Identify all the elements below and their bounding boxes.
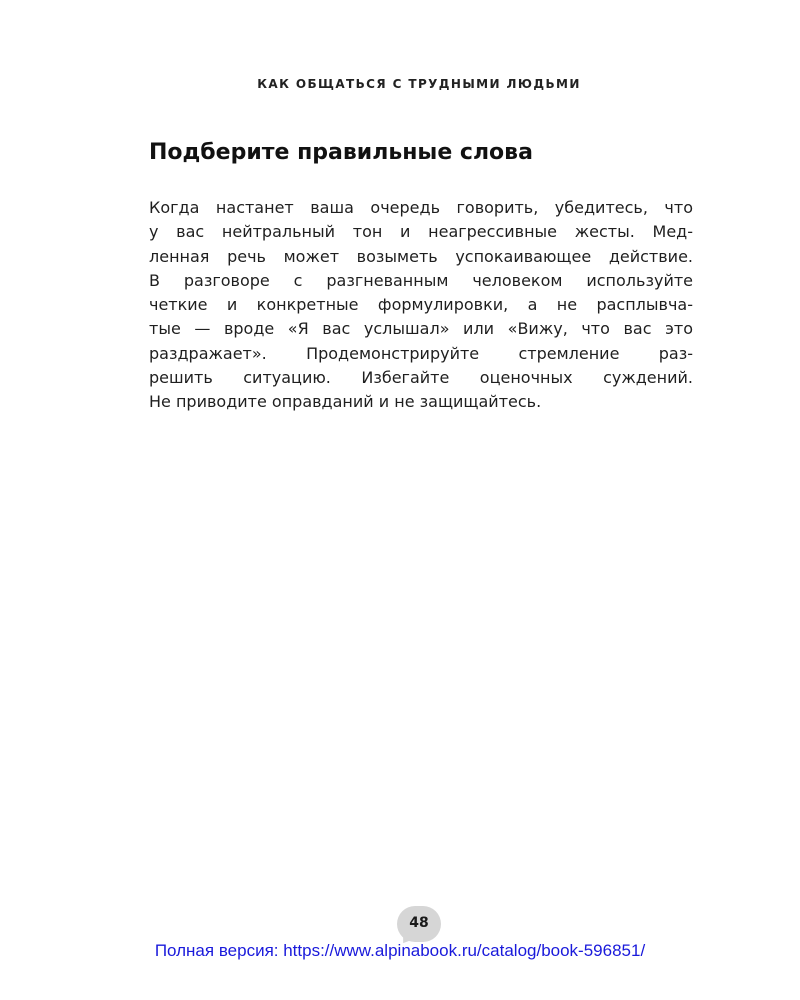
paragraph-line: решить ситуацию. Избегайте оценочных суждений. [149,368,693,388]
paragraph-line: В разговоре с разгневанным человеком используйте [149,270,693,290]
paragraph-line: раздражает». Продемонстрируйте стремление раз- [149,343,693,363]
paragraph-line: Когда настанет ваша очередь говорить, убедитесь, что [149,198,693,217]
paragraph-line: тые — вроде «Я вас услышал» или «Вижу, что вас это [149,319,693,339]
section-heading: Подберите правильные слова [149,140,533,165]
paragraph-line: четкие и конкретные формулировки, а не расплывча- [149,295,693,315]
running-header: КАК ОБЩАТЬСЯ С ТРУДНЫМИ ЛЮДЬМИ [257,77,581,91]
paragraph-line: у вас нейтральный тон и неагрессивные жесты. Мед- [149,222,693,242]
page-number: 48 [409,915,429,931]
paragraph-line: ленная речь может возыметь успокаивающее действие. [149,246,693,266]
paragraph-line: Не приводите оправданий и не защищайтесь. [149,392,542,412]
full-version-link[interactable]: Полная версия: https://www.alpinabook.ru/catalog/book-596851/ [154,941,646,960]
body-paragraph [149,196,693,415]
